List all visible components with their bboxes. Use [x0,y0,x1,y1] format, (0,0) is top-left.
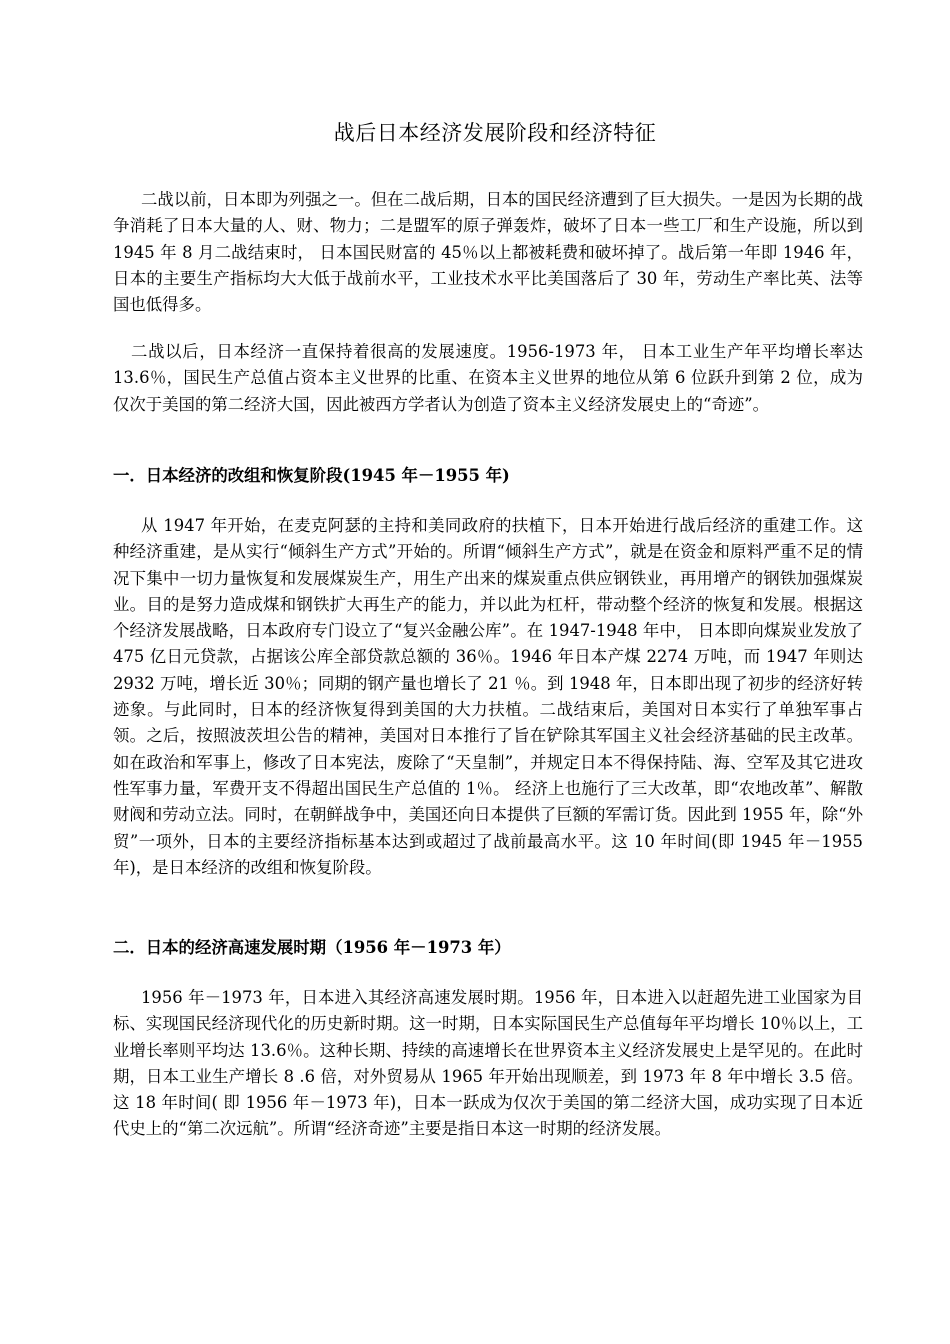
document-title: 战后日本经济发展阶段和经济特征 [333,121,657,145]
section-heading-1-years: (1945 年－1955 年) [342,466,510,485]
section-heading-2-years: 1956 年－1973 年 [342,938,495,957]
section-heading-2-suffix: ） [494,938,511,957]
section-heading-1-text: 一．日本经济的改组和恢复阶段 [113,466,343,485]
paragraph-high-growth: 1956 年－1973 年，日本进入其经济高速发展时期。1956 年，日本进入以赶超先进工业国家为目标、实现国民经济现代化的历史新时期。这一时期，日本实际国民生产总值每年平均增长 10％以上，工业增长率则平均达 13.6％。这种长期、持续的高速增长在世界资本主义经济发展史上是罕见的。在此时期，日本工业生产增长 8 .6 倍，对外贸易从 1965 年开始出现顺差，到 1973 年 8 年中增长 3.5 倍。这 18 年时间( 即 1956 年－1973 年)，日本一跃成为仅次于美国的第二经济大国，成功实现了日本近代史上的“第二次远航”。所谓“经济奇迹”主要是指日本这一时期的经济发展。 [113,988,863,1139]
paragraph-intro: 二战以前，日本即为列强之一。但在二战后期，日本的国民经济遭到了巨大损失。一是因为长期的战争消耗了日本大量的人、财、物力；二是盟军的原子弹轰炸，破坏了日本一些工厂和生产设施，所以到 1945 年 8 月二战结束时， 日本国民财富的 45％以上都被耗费和破坏掉了。战后第一年即 1946 年，日本的主要生产指标均大大低于战前水平，工业技术水平比美国落后了 30 年，劳动生产率比英、法等国也低得多。 [113,190,863,315]
section-heading-2-text: 二．日本的经济高速发展时期（ [113,938,343,957]
section-heading-1 [113,463,863,489]
paragraph-overview: 二战以后，日本经济一直保持着很高的发展速度。1956-1973 年， 日本工业生产年平均增长率达 13.6％，国民生产总值占资本主义世界的比重、在资本主义世界的地位从第 6 位跃升到第 2 位，成为仅次于美国的第二经济大国，因此被西方学者认为创造了资本主义经济发展史上的“奇迹”。 [113,342,863,414]
section-heading-2 [113,935,863,961]
paragraph-recovery: 从 1947 年开始，在麦克阿瑟的主持和美同政府的扶植下，日本开始进行战后经济的重建工作。这种经济重建，是从实行“倾斜生产方式”开始的。所谓“倾斜生产方式”，就是在资金和原料严重不足的情况下集中一切力量恢复和发展煤炭生产，用生产出来的煤炭重点供应钢铁业，再用增产的钢铁加强煤炭业。目的是努力造成煤和钢铁扩大再生产的能力，并以此为杠杆，带动整个经济的恢复和发展。根据这个经济发展战略，日本政府专门设立了“复兴金融公库”。在 1947-1948 年中， 日本即向煤炭业发放了 475 亿日元贷款，占据该公库全部贷款总额的 36％。1946 年日本产煤 2274 万吨，而 1947 年则达 2932 万吨，增长近 30％；同期的钢产量也增长了 21 ％。到 1948 年，日本即出现了初步的经济好转迹象。与此同时，日本的经济恢复得到美国的大力扶植。二战结束后，美国对日本实行了单独军事占领。之后，按照波茨坦公告的精神，美国对日本推行了旨在铲除其军国主义社会经济基础的民主改革。如在政治和军事上，修改了日本宪法，废除了“天皇制”，并规定日本不得保持陆、海、空军及其它进攻性军事力量，军费开支不得超出国民生产总值的 1％。 经济上也施行了三大改革，即“农地改革”、解散财阀和劳动立法。同时，在朝鲜战争中，美国还向日本提供了巨额的军需订货。因此到 1955 年，除“外贸”一项外，日本的主要经济指标基本达到或超过了战前最高水平。这 10 年时间(即 1945 年－1955 年)，是日本经济的改组和恢复阶段。 [113,516,863,877]
